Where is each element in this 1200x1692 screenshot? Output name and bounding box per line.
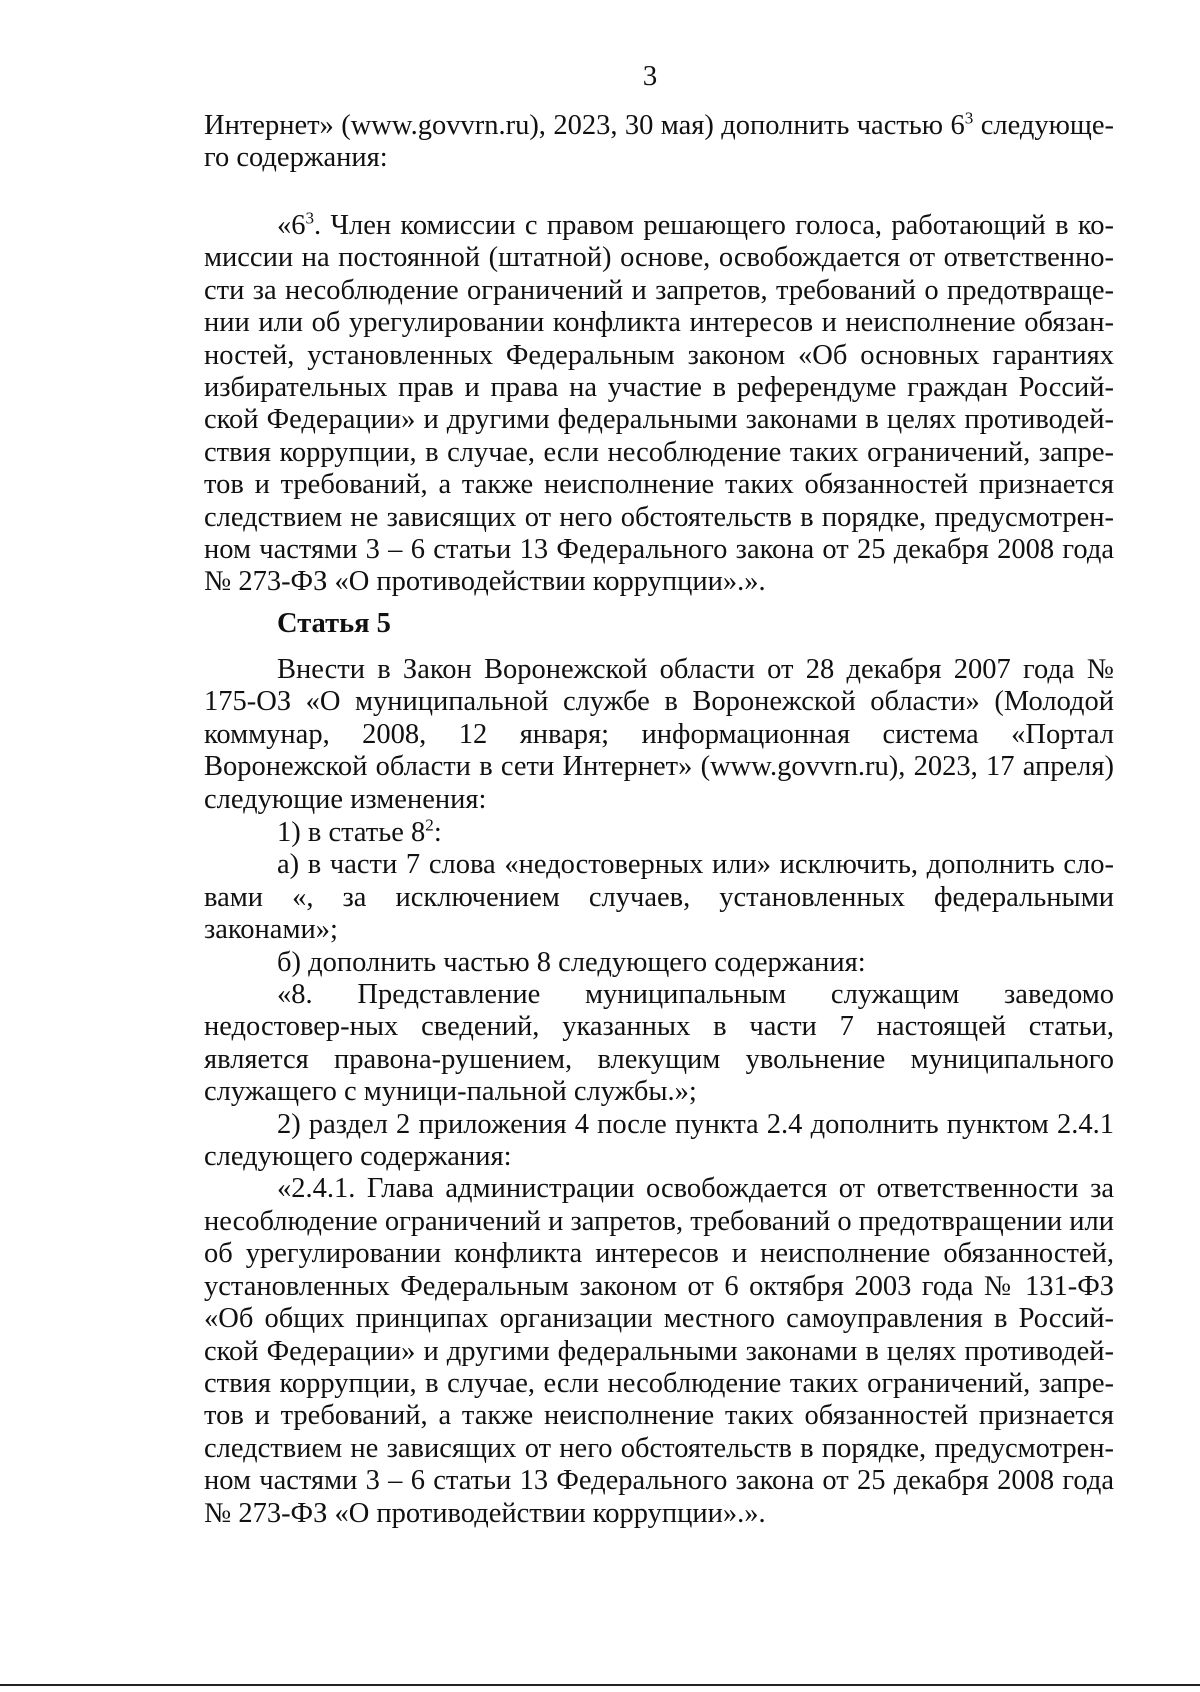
article-5-items [204,817,1114,1530]
item-2: 2) раздел 2 приложения 4 после пункта 2.4 дополнить пунктом 2.4.1 следующего содержания: [204,1108,1114,1173]
quote-part-6-3 [204,210,1114,599]
intro-paragraph [204,110,1114,175]
item-2-quote: «2.4.1. Глава администрации освобождается от ответственности за несоблюдение ограничений и запретов, требований о предотвращении или об урегулировании конфликта интересов и неисполнение обязанностей, установленных Федеральным законом от 6 октября 2003 года № 131-ФЗ «Об общих принципах организации местного самоуправления в Россий-ской Федерации» и другими федеральными законами в целях противодей-ствия коррупции, в случае, если несоблюдение таких ограничений, запре-тов и требований, а также неисполнение таких обязанностей признается следствием не зависящих от него обстоятельств в порядке, предусмотрен-ном частями 3 – 6 статьи 13 Федерального закона от 25 декабря 2008 года № 273-ФЗ «О противодействии коррупции».». [204,1173,1114,1529]
article-5-intro-text: Внести в Закон Воронежской области от 28 декабря 2007 года № 175-ОЗ «О муниципальной службе в Воронежской области» (Молодой коммунар, 2008, 12 января; информационная система «Портал Воронежской области в сети Интернет» (www.govvrn.ru), 2023, 17 апреля) следующие изменения: [204,654,1114,815]
article-5-heading-block [204,608,1114,640]
bottom-divider [0,1684,1200,1686]
page-number: 3 [642,60,658,92]
item-1a: а) в части 7 слова «недостоверных или» исключить, дополнить сло-вами «, за исключением случаев, установленных федеральными законами»; [204,849,1114,946]
article-5-heading: Статья 5 [277,608,391,639]
item-1b-quote: «8. Представление муниципальным служащим заведомо недостовер-ных сведений, указанных в части 7 настоящей статьи, является правона-рушением, влекущим увольнение муниципального служащего с муници-пальной службы.»; [204,979,1114,1108]
article-5-intro [204,654,1114,816]
quote-6-3-text: «$6^3$. Член комиссии с правом решающего голоса, работающий в ко-миссии на постоянной (штатной) основе, освобождается от ответственно-сти за несоблюдение ограничений и запретов, требований о предотвраще-нии или об урегулировании конфликта интересов и неисполнение обязан-ностей, установленных Федеральным законом «Об основных гарантиях избирательных прав и права на участие в референдуме граждан Россий-ской Федерации» и другими федеральными законами в целях противодей-ствия коррупции, в случае, если несоблюдение таких ограничений, запре-тов и требований, а также неисполнение таких обязанностей признается следствием не зависящих от него обстоятельств в порядке, предусмотрен-ном частями 3 – 6 статьи 13 Федерального закона от 25 декабря 2008 года № 273-ФЗ «О противодействии коррупции».». [204,208,1114,598]
item-1: 1) в статье $8^2$: [277,815,442,848]
intro-text: Интернет» (www.govvrn.ru), 2023, 30 мая) дополнить частью $6^3$ следующе-го содержания: [204,108,1114,174]
item-1b: б) дополнить частью 8 следующего содержания: [277,946,866,978]
